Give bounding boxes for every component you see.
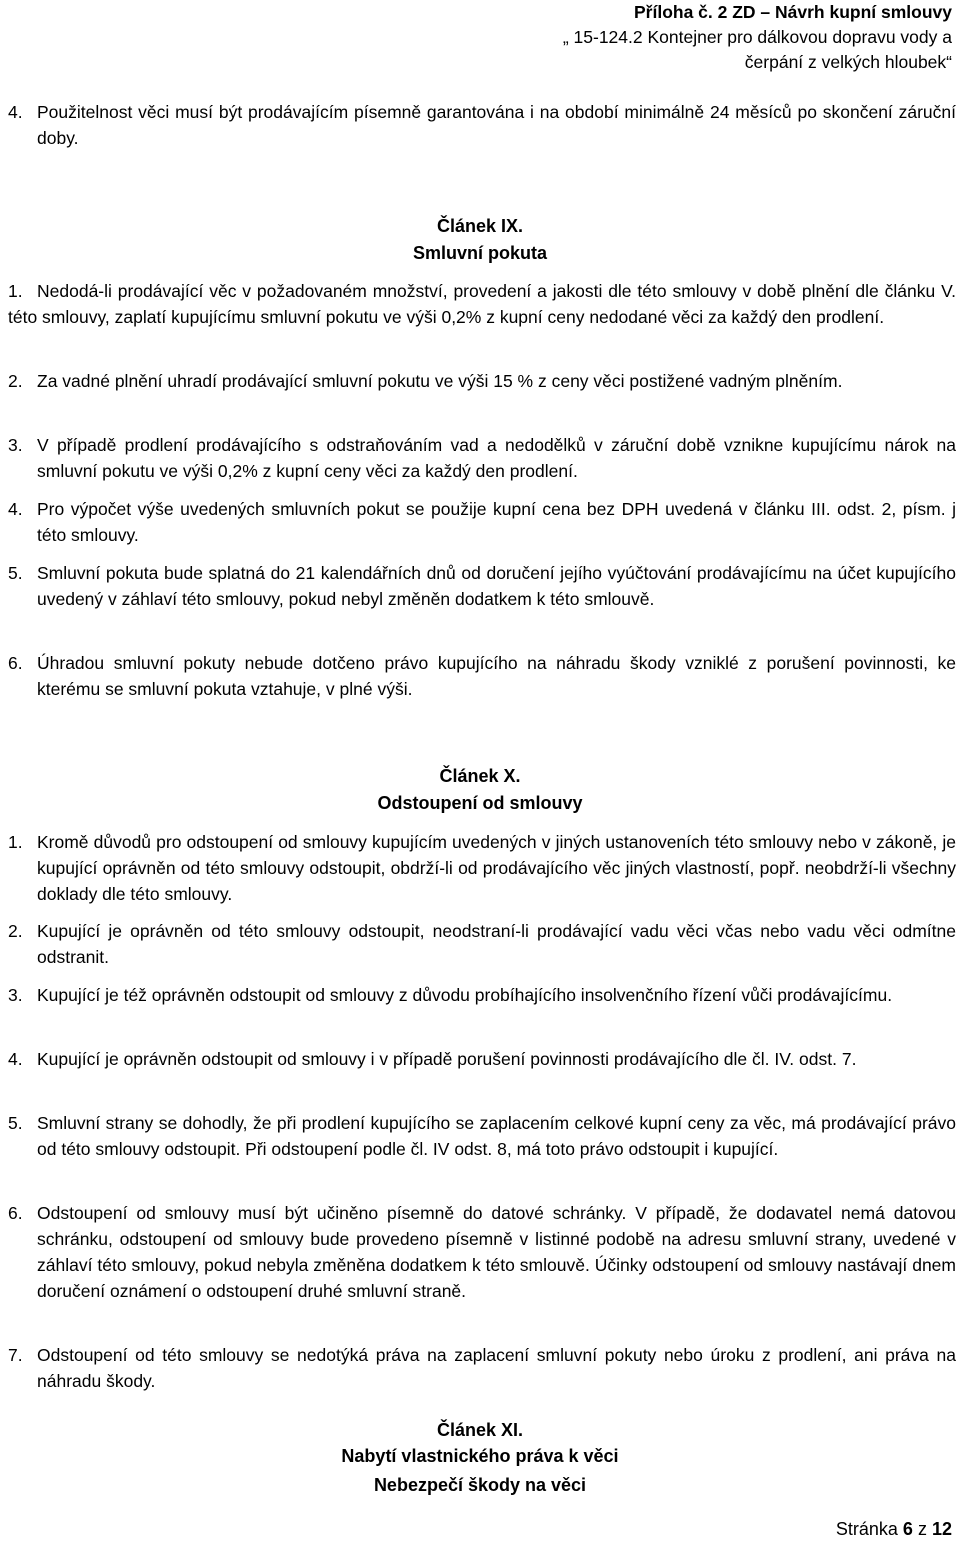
item-text: Smluvní pokuta bude splatná do 21 kalendářních dnů od doručení jejího vyúčtování prodávajícímu na účet kupujícího uvedený v záhlaví této smlouvy, pokud nebyl změněn dodatkem k této smlouvě. bbox=[37, 563, 956, 609]
item-text: Úhradou smluvní pokuty nebude dotčeno právo kupujícího na náhradu škody vzniklé z porušení povinnosti, ke kterému se smluvní pokuta vztahuje, v plné výši. bbox=[37, 653, 956, 699]
list-item bbox=[8, 368, 956, 394]
item-text: Kupující je oprávněn od této smlouvy odstoupit, neodstraní-li prodávající vadu věci včas nebo vadu věci odmítne odstranit. bbox=[37, 921, 956, 967]
list-item bbox=[8, 650, 956, 702]
list-item bbox=[8, 560, 956, 612]
header-line-2: „ 15-124.2 Kontejner pro dálkovou dopravu vody a bbox=[562, 27, 952, 47]
item-number: 2. bbox=[8, 921, 23, 941]
page-of: z bbox=[917, 1519, 927, 1539]
item-number: 4. bbox=[8, 102, 23, 122]
article-10-title: Článek X. bbox=[439, 766, 521, 786]
item-number: 3. bbox=[8, 435, 23, 455]
list-item bbox=[8, 432, 956, 484]
item-text: V případě prodlení prodávajícího s odstraňováním vad a nedodělků v záruční době vznikne kupujícímu nárok na smluvní pokutu ve výši 0,2% z kupní ceny věci za každý den prodlení. bbox=[37, 435, 956, 481]
item-number: 6. bbox=[8, 653, 23, 673]
item-number: 1. bbox=[8, 281, 23, 301]
article-9-title: Článek IX. bbox=[436, 216, 524, 236]
article-9-subtitle: Smluvní pokuta bbox=[412, 243, 547, 263]
item-number: 5. bbox=[8, 563, 23, 583]
item-text: Kupující je oprávněn odstoupit od smlouvy i v případě porušení povinnosti prodávajícího dle čl. IV. odst. 7. bbox=[37, 1049, 857, 1069]
item-number: 1. bbox=[8, 832, 23, 852]
article-11-title: Článek XI. bbox=[436, 1420, 524, 1440]
list-item bbox=[8, 982, 956, 1008]
article-11-subtitle-2: Nebezpečí škody na věci bbox=[373, 1475, 587, 1495]
item-text: Kupující je též oprávněn odstoupit od smlouvy z důvodu probíhajícího insolvenčního řízení vůči prodávajícímu. bbox=[37, 985, 893, 1005]
item-text: Nedodá-li prodávající věc v požadovaném množství, provedení a jakosti dle této smlouvy v době plnění dle článku V. této smlouvy, zaplatí kupujícímu smluvní pokutu ve výši 0,2% z kupní ceny nedodané věci za každý den prodlení. bbox=[8, 281, 956, 327]
list-item bbox=[8, 278, 956, 330]
item-text: Za vadné plnění uhradí prodávající smluvní pokutu ve výši 15 % z ceny věci postižené vadným plněním. bbox=[37, 371, 843, 391]
page-number bbox=[836, 1516, 952, 1542]
list-item bbox=[8, 918, 956, 970]
header-line-1: Příloha č. 2 ZD – Návrh kupní smlouvy bbox=[633, 2, 952, 22]
item-number: 4. bbox=[8, 1049, 23, 1069]
total-pages: 12 bbox=[931, 1519, 952, 1539]
item-number: 6. bbox=[8, 1203, 23, 1223]
list-item bbox=[8, 1110, 956, 1162]
list-item bbox=[8, 1200, 956, 1304]
list-item bbox=[8, 496, 956, 548]
item-text: Smluvní strany se dohodly, že při prodlení kupujícího se zaplacením celkové kupní ceny za věc, má prodávající právo od této smlouvy odstoupit. Při odstoupení podle čl. IV odst. 8, má toto právo odstoupit i kupující. bbox=[37, 1113, 956, 1159]
header-line-3: čerpání z velkých hloubek“ bbox=[744, 52, 952, 72]
item-text: Kromě důvodů pro odstoupení od smlouvy kupujícím uvedených v jiných ustanoveních této smlouvy nebo v zákoně, je kupující oprávněn od této smlouvy odstoupit, obdrží-li od prodávajícího věc jiných vlastností, popř. neobdrží-li všechny doklady dle této smlouvy. bbox=[37, 832, 956, 904]
item-text: Odstoupení od této smlouvy se nedotýká práva na zaplacení smluvní pokuty nebo úroku z prodlení, ani práva na náhradu škody. bbox=[37, 1345, 956, 1391]
page-header bbox=[563, 0, 952, 75]
item-number: 4. bbox=[8, 499, 23, 519]
item-number: 3. bbox=[8, 985, 23, 1005]
item-text: Pro výpočet výše uvedených smluvních pokut se použije kupní cena bez DPH uvedená v článku III. odst. 2, písm. j této smlouvy. bbox=[37, 499, 956, 545]
list-item bbox=[8, 1046, 956, 1072]
list-item bbox=[8, 1342, 956, 1394]
item-number: 5. bbox=[8, 1113, 23, 1133]
list-item bbox=[8, 829, 956, 907]
item-number: 7. bbox=[8, 1345, 23, 1365]
item-number: 2. bbox=[8, 371, 23, 391]
page-label: Stránka bbox=[835, 1519, 898, 1539]
item-text: Použitelnost věci musí být prodávajícím písemně garantována i na období minimálně 24 měsíců po skončení záruční doby. bbox=[37, 102, 956, 148]
list-item bbox=[8, 99, 956, 151]
article-10-subtitle: Odstoupení od smlouvy bbox=[377, 793, 583, 813]
item-text: Odstoupení od smlouvy musí být učiněno písemně do datové schránky. V případě, že dodavatel nemá datovou schránku, odstoupení od smlouvy bude provedeno písemně v listinné podobě na adresu smluvní strany, uvedené v záhlaví této smlouvy, pokud nebyla změněna dodatkem k této smlouvě. Účinky odstoupení od smlouvy nastávají dnem doručení oznámení o odstoupení druhé smluvní straně. bbox=[37, 1203, 956, 1301]
current-page: 6 bbox=[902, 1519, 913, 1539]
article-11-subtitle-1: Nabytí vlastnického práva k věci bbox=[341, 1446, 619, 1466]
